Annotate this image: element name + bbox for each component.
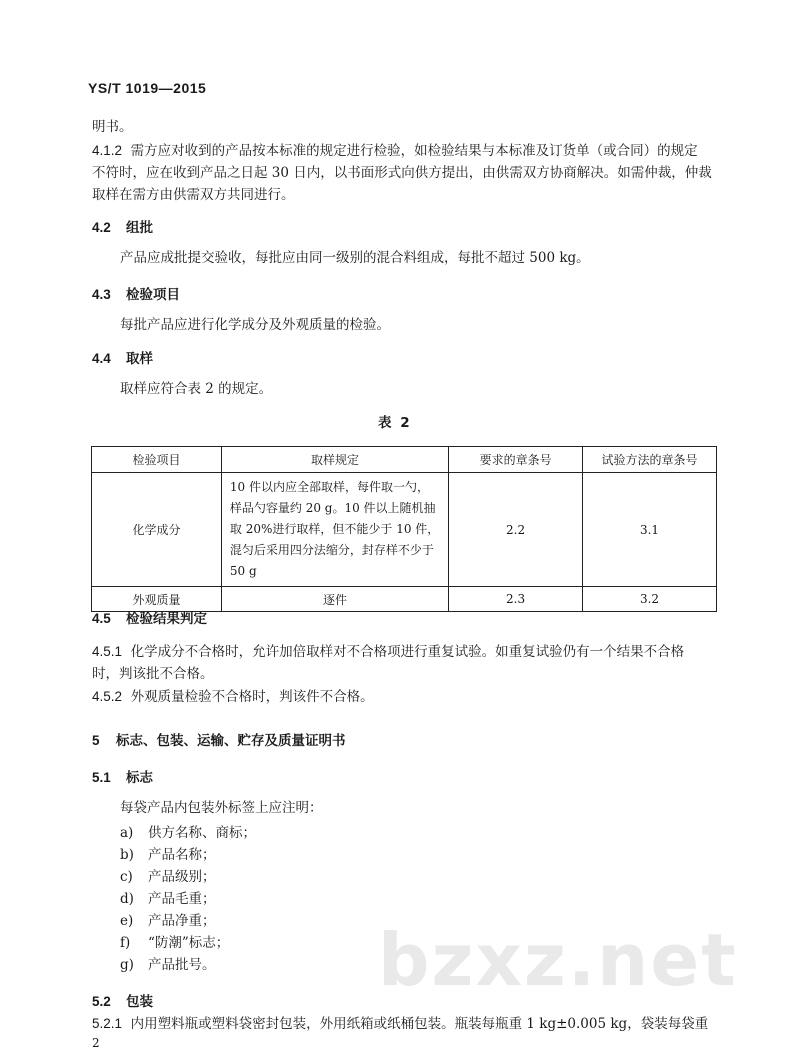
clause-text: 化学成分不合格时，允许加倍取样对不合格项进行重复试验。如重复试验仍有一个结果不合格 [130, 644, 685, 660]
sampling-table [91, 446, 717, 612]
standard-code-header: YS/T 1019—2015 [88, 80, 207, 96]
list-text: 供方名称、商标； [148, 825, 256, 841]
list-item [120, 953, 216, 973]
heading-title: 包装 [126, 994, 153, 1010]
table-header-cell: 取样规定 [221, 447, 448, 473]
table-cell-test: 3.1 [583, 473, 717, 587]
list-label: g) [120, 957, 134, 973]
table-header-row [92, 447, 717, 473]
table-caption: 表 2 [378, 415, 412, 431]
heading-4-3 [92, 283, 180, 303]
list-label: a) [120, 825, 134, 841]
table-cell-test: 3.2 [583, 587, 717, 612]
list-item [120, 909, 216, 929]
heading-number: 5.1 [92, 770, 111, 785]
list-item [120, 821, 256, 841]
heading-5 [92, 729, 346, 749]
list-text: 产品净重； [148, 913, 216, 929]
table-header-cell: 试验方法的章条号 [583, 447, 717, 473]
table-cell-method: 10 件以内应全部取样，每件取一勺，样品勺容量约 20 g。10 件以上随机抽取 20%进行取样，但不能少于 10 件，混匀后采用四分法缩分，封存样不少于 50 g [221, 473, 448, 587]
clause-4-1-2-line-1 [92, 140, 698, 162]
clause-number: 4.5.2 [92, 689, 123, 704]
heading-number: 4.3 [92, 287, 111, 302]
clause-4-5-2 [92, 686, 374, 708]
heading-title: 标志 [126, 770, 153, 786]
heading-number: 4.2 [92, 220, 111, 235]
heading-number: 4.5 [92, 611, 111, 626]
heading-title: 检验结果判定 [126, 611, 207, 627]
list-item [120, 931, 229, 951]
heading-title: 取样 [126, 351, 153, 367]
heading-4-5 [92, 607, 207, 627]
table-header-cell: 要求的章条号 [449, 447, 583, 473]
table-header-cell: 检验项目 [92, 447, 222, 473]
heading-4-4 [92, 347, 153, 367]
list-label: f) [120, 935, 131, 951]
clause-4-3-text: 每批产品应进行化学成分及外观质量的检验。 [120, 317, 390, 333]
table-row [92, 473, 717, 587]
page-number: 2 [92, 1036, 100, 1050]
table-cell-item: 外观质量 [92, 587, 222, 612]
clause-text: 内用塑料瓶或塑料袋密封包装，外用纸箱或纸桶包装。瓶装每瓶重 1 kg±0.005 kg，袋装每袋重 [130, 1016, 709, 1032]
heading-4-2 [92, 216, 153, 236]
list-item [120, 843, 216, 863]
list-label: b) [120, 847, 134, 863]
clause-text: 需方应对收到的产品按本标准的规定进行检验，如检验结果与本标准及订货单（或合同）的规定 [130, 143, 698, 159]
list-text: “防潮”标志； [148, 935, 230, 951]
heading-title: 标志、包装、运输、贮存及质量证明书 [116, 733, 346, 749]
table-cell-req: 2.2 [449, 473, 583, 587]
heading-number: 4.4 [92, 351, 111, 366]
clause-text: 外观质量检验不合格时，判该件不合格。 [130, 689, 374, 705]
clause-number: 4.1.2 [92, 143, 123, 158]
heading-number: 5.2 [92, 994, 111, 1009]
clause-number: 5.2.1 [92, 1016, 123, 1031]
list-text: 产品批号。 [148, 957, 216, 973]
heading-5-2 [92, 990, 153, 1010]
watermark: bzxz.net [378, 918, 738, 1002]
table-cell-item: 化学成分 [92, 473, 222, 587]
clause-4-4-text: 取样应符合表 2 的规定。 [120, 381, 273, 397]
clause-number: 4.5.1 [92, 644, 123, 659]
clause-4-1-2-line-3: 取样在需方由供需双方共同进行。 [92, 187, 295, 203]
list-item [120, 865, 216, 885]
list-text: 产品毛重； [148, 891, 216, 907]
list-text: 产品级别； [148, 869, 216, 885]
continued-text: 明书。 [92, 119, 133, 135]
heading-5-1 [92, 766, 153, 786]
clause-5-2-1 [92, 1013, 708, 1035]
heading-title: 组批 [126, 220, 153, 236]
heading-title: 检验项目 [126, 287, 180, 303]
list-text: 产品名称； [148, 847, 216, 863]
list-label: c) [120, 869, 133, 885]
list-item [120, 887, 216, 907]
heading-number: 5 [92, 733, 100, 748]
list-label: e) [120, 913, 134, 929]
clause-5-1-text: 每袋产品内包装外标签上应注明： [120, 800, 323, 816]
clause-4-5-1-line-2: 时，判该批不合格。 [92, 666, 214, 682]
clause-4-5-1-line-1 [92, 641, 684, 663]
table-cell-method: 逐件 [221, 587, 448, 612]
table-cell-req: 2.3 [449, 587, 583, 612]
list-label: d) [120, 891, 134, 907]
clause-4-1-2-line-2: 不符时，应在收到产品之日起 30 日内，以书面形式向供方提出，由供需双方协商解决。如需仲裁，仲裁 [92, 165, 712, 181]
clause-4-2-text: 产品应成批提交验收，每批应由同一级别的混合料组成，每批不超过 500 kg。 [120, 250, 590, 266]
